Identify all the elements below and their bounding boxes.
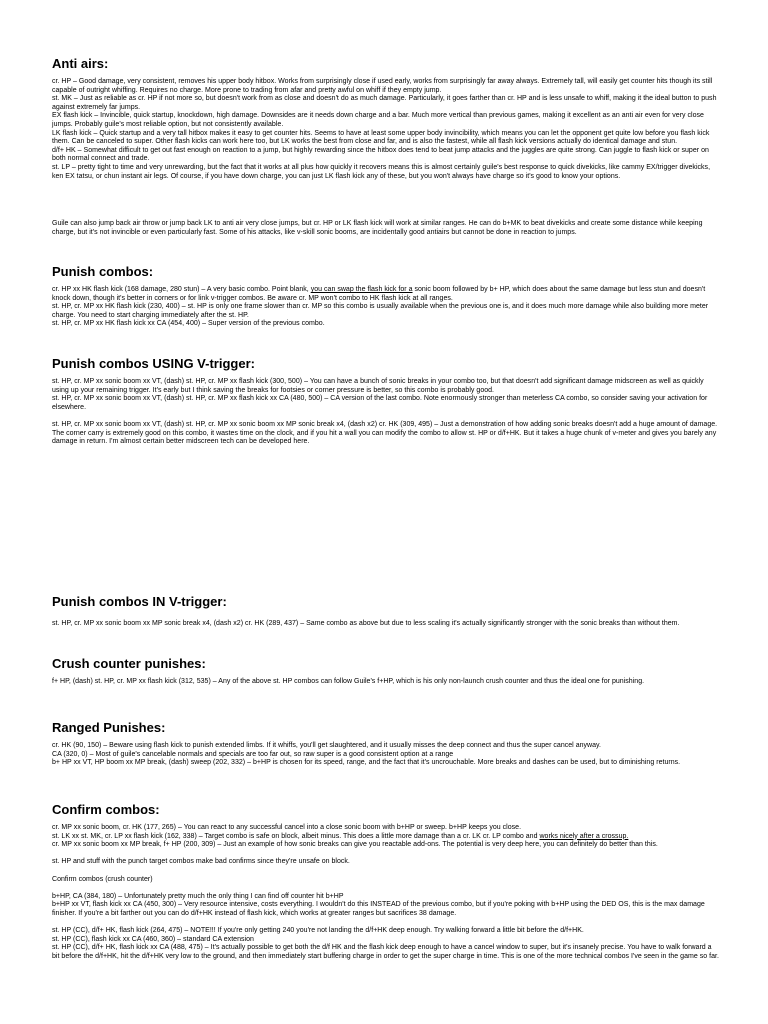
paragraph: st. HP and stuff with the punch target combos make bad confirms since they're unsafe on block. <box>52 858 350 866</box>
paragraph: cr. HP xx HK flash kick (168 damage, 280 stun) – A very basic combo. Point blank, you can swap the flash kick for a sonic boom followed by b+ HP, which does about the same damage but less stun and doesn't knock down, though it's better in corners or for link v-trigger combos. Be aware cr. MP won't combo to HK flash kick at all ranges. <box>52 286 706 302</box>
paragraph <box>52 412 720 421</box>
paragraph: st. HP, cr. MP xx sonic boom xx VT, (dash) st. HP, cr. MP xx sonic boom xx MP sonic break x4, (dash x2) cr. HK (309, 495) – Just a demonstration of how adding sonic breaks doesn't add a huge amount of damage. The corner carry is extremely good on this combo, it wastes time on the clock, and if you hit a wall you can modify the combo to allow st. HP or d/f+HK. But it takes a huge chunk of v-meter and gives you barely any damage in return. I'm almost certain better midscreen tech can be developed here. <box>52 420 718 446</box>
subheading-crush-counter: Confirm combos (crush counter) <box>52 875 153 883</box>
paragraph: cr. HK (90, 150) – Beware using flash kick to punish extended limbs. If it whiffs, you'll get slaughtered, and it usually misses the deep connect and thus the super cancel anyway. <box>52 742 602 749</box>
paragraph: f+ HP, (dash) st. HP, cr. MP xx flash kick (312, 535) – Any of the above st. HP combos can follow Guile's f+HP, which is his only non-launch crush counter and thus the ideal one for punishing. <box>52 678 645 685</box>
section-confirm-combos <box>52 802 720 962</box>
paragraph: st. MK – Just as reliable as cr. HP if not more so, but doesn't work from as close and doesn't do as much damage. Particularly, it goes farther than cr. HP and is less unsafe to whiff, making it the ideal button to push against extremely far jumps. <box>52 95 717 111</box>
section-title: Anti airs: <box>52 56 109 71</box>
section-guile-notes <box>52 220 720 237</box>
section-title: Ranged Punishes: <box>52 720 166 735</box>
paragraph: st. LP – pretty tight to time and very unrewarding, but the fact that it works at all plus how quickly it recovers means this is almost certainly guile's best response to quick divekicks, like cammy EX/trigger divekicks, ken EX tatsu, or chun instant air legs. Of course, if you have down charge, you can just LK flash kick any of these, but you won't always have charge so it's good to know your options. <box>52 163 711 180</box>
section-title: Crush counter punishes: <box>52 656 206 671</box>
paragraph: st. HP (CC), d/f+ HK, flash kick (264, 475) – NOTE!!! If you're only getting 240 you're not landing the d/f+HK deep enough. Try walking forward a little bit before the d/f+HK. <box>52 927 584 935</box>
section-title: Punish combos: <box>52 264 154 279</box>
paragraph: cr. HP – Good damage, very consistent, removes his upper body hitbox. Works from surprisingly close if used early, works from surprisingly far away always. Extremely tall, will easily get counter hits though its still capable of outright whiffing. Requires no charge. More prone to trading from afar and pretty awful on whiff if they empty jump. <box>52 78 713 94</box>
paragraph <box>52 867 720 876</box>
section-anti-airs <box>52 56 720 181</box>
section-title: Punish combos USING V-trigger: <box>52 356 255 371</box>
paragraph <box>52 919 720 928</box>
paragraph: d/f+ HK – Somewhat difficult to get out fast enough on reaction to a jump, but highly rewarding since the hitbox does tend to beat jump attacks and the juggles are quite strong. Can juggle to flash kick or super on both normal connect and trade. <box>52 146 709 163</box>
section-ranged-punishes <box>52 720 720 768</box>
paragraph: st. HP (CC), d/f+ HK, flash kick xx CA (488, 475) – It's actually possible to get both the d/f HK and the flash kick deep enough to have a cancel window to super, but it's insanely precise. You have to walk forward a bit before the d/f+HK, hit the d/f+HK very low to the ground, and then immediately start buffering charge in order to get the super charge in time. This is one of the more technical combos I've seen in the game so far. <box>52 944 719 960</box>
paragraph: st. HP, cr. MP xx HK flash kick (230, 400) – st. HP is only one frame slower than cr. MP so this combo is usually available when the previous one is, and it does much more damage while also building more meter charge. You need to start charging immediately after the st. HP. <box>52 303 709 319</box>
paragraph: st. LK xx st. MK, cr. LP xx flash kick (162, 338) – Target combo is safe on block, albeit minus. This does a little more damage than a cr. LK cr. LP combo and works nicely after a crossup. <box>52 832 629 840</box>
paragraph: st. HP, cr. MP xx HK flash kick xx CA (454, 400) – Super version of the previous combo. <box>52 320 325 328</box>
paragraph <box>52 884 720 893</box>
paragraph: b+ HP xx VT, HP boom xx MP break, (dash) sweep (202, 332) – b+HP is chosen for its speed, range, and the fact that it's uncrouchable. More breaks and dashes can be used, but to diminishing returns. <box>52 759 681 767</box>
paragraph: cr. MP xx sonic boom, cr. HK (177, 265) – You can react to any successful cancel into a close sonic boom with b+HP or sweep. b+HP keeps you close. <box>52 824 522 831</box>
section-title: Punish combos IN V-trigger: <box>52 594 227 609</box>
paragraph: st. HP, cr. MP xx sonic boom xx MP sonic break x4, (dash x2) cr. HK (289, 437) – Same combo as above but due to less scaling it's actually significantly stronger with the sonic breaks than without them. <box>52 620 680 627</box>
paragraph: st. HP, cr. MP xx sonic boom xx VT, (dash) st. HP, cr. MP xx flash kick (300, 500) – You can have a bunch of sonic breaks in your combo too, but that doesn't add significant damage midscreen as well as quickly using up your remaining trigger. It's early but I think saving the breaks for footsies or corner pressure is better, so this combo is probably good. <box>52 378 704 394</box>
paragraph <box>52 850 720 859</box>
paragraph: Guile can also jump back air throw or jump back LK to anti air very close jumps, but cr. HP or LK flash kick will work at similar ranges. He can do b+MK to beat divekicks and create some distance while keeping charge, but it's not invincible or even particularly fast. Some of his attacks, like v-skill sonic booms, are incidentally good antiairs but cannot be done in reaction to jumps. <box>52 220 703 236</box>
paragraph: LK flash kick – Quick startup and a very tall hitbox makes it easy to get counter hits. Seems to have at least some upper body invincibility, which means you can let the opponent get quite low before you flash kick them. Can be canceled to super. Other flash kicks can work here too, but LK works the best from close and far, and is also the fastest, while all flash kick versions actually do identical damage and stun. <box>52 129 710 146</box>
paragraph: cr. MP xx sonic boom xx MP break, f+ HP (200, 309) – Just an example of how sonic breaks can give you reactable add-ons. The potential is very deep here, you can definitely do better than this. <box>52 841 658 849</box>
section-punish-in-vtrigger <box>52 594 720 629</box>
section-punish-combos <box>52 264 720 329</box>
paragraph: EX flash kick – Invincible, quick startup, knockdown, high damage. Downsides are it needs down charge and a bar. Much more vertical than previous games, making it excellent as an anti air even for very close jumps. Probably guile's most reliable option, but not consistently available. <box>52 112 704 128</box>
paragraph: st. HP (CC), flash kick xx CA (460, 360) – standard CA extension <box>52 935 254 943</box>
paragraph: st. HP, cr. MP xx sonic boom xx VT, (dash) st. HP, cr. MP xx flash kick xx CA (480, 500) – CA version of the last combo. Note enormously stronger than meterless CA combo, so consider saving your activation for elsewhere. <box>52 395 708 411</box>
paragraph: b+HP xx VT, flash kick xx CA (450, 300) – Very resource intensive, costs everything. I wouldn't do this INSTEAD of the previous combo, but if you're poking with b+HP using the DED OS, this is the max damage finisher. If you're a bit farther out you can do d/f+HK instead of flash kick, which works at greater ranges but sacrifices 38 damage. <box>52 901 705 917</box>
section-punish-vtrigger <box>52 356 720 447</box>
section-title: Confirm combos: <box>52 802 160 817</box>
paragraph: b+HP, CA (384, 180) – Unfortunately pretty much the only thing I can find off counter hit b+HP <box>52 892 344 900</box>
section-crush-counter <box>52 656 720 687</box>
paragraph: CA (320, 0) – Most of guile's cancelable normals and specials are too far out, so raw super is a good consistent option at a range <box>52 750 454 758</box>
